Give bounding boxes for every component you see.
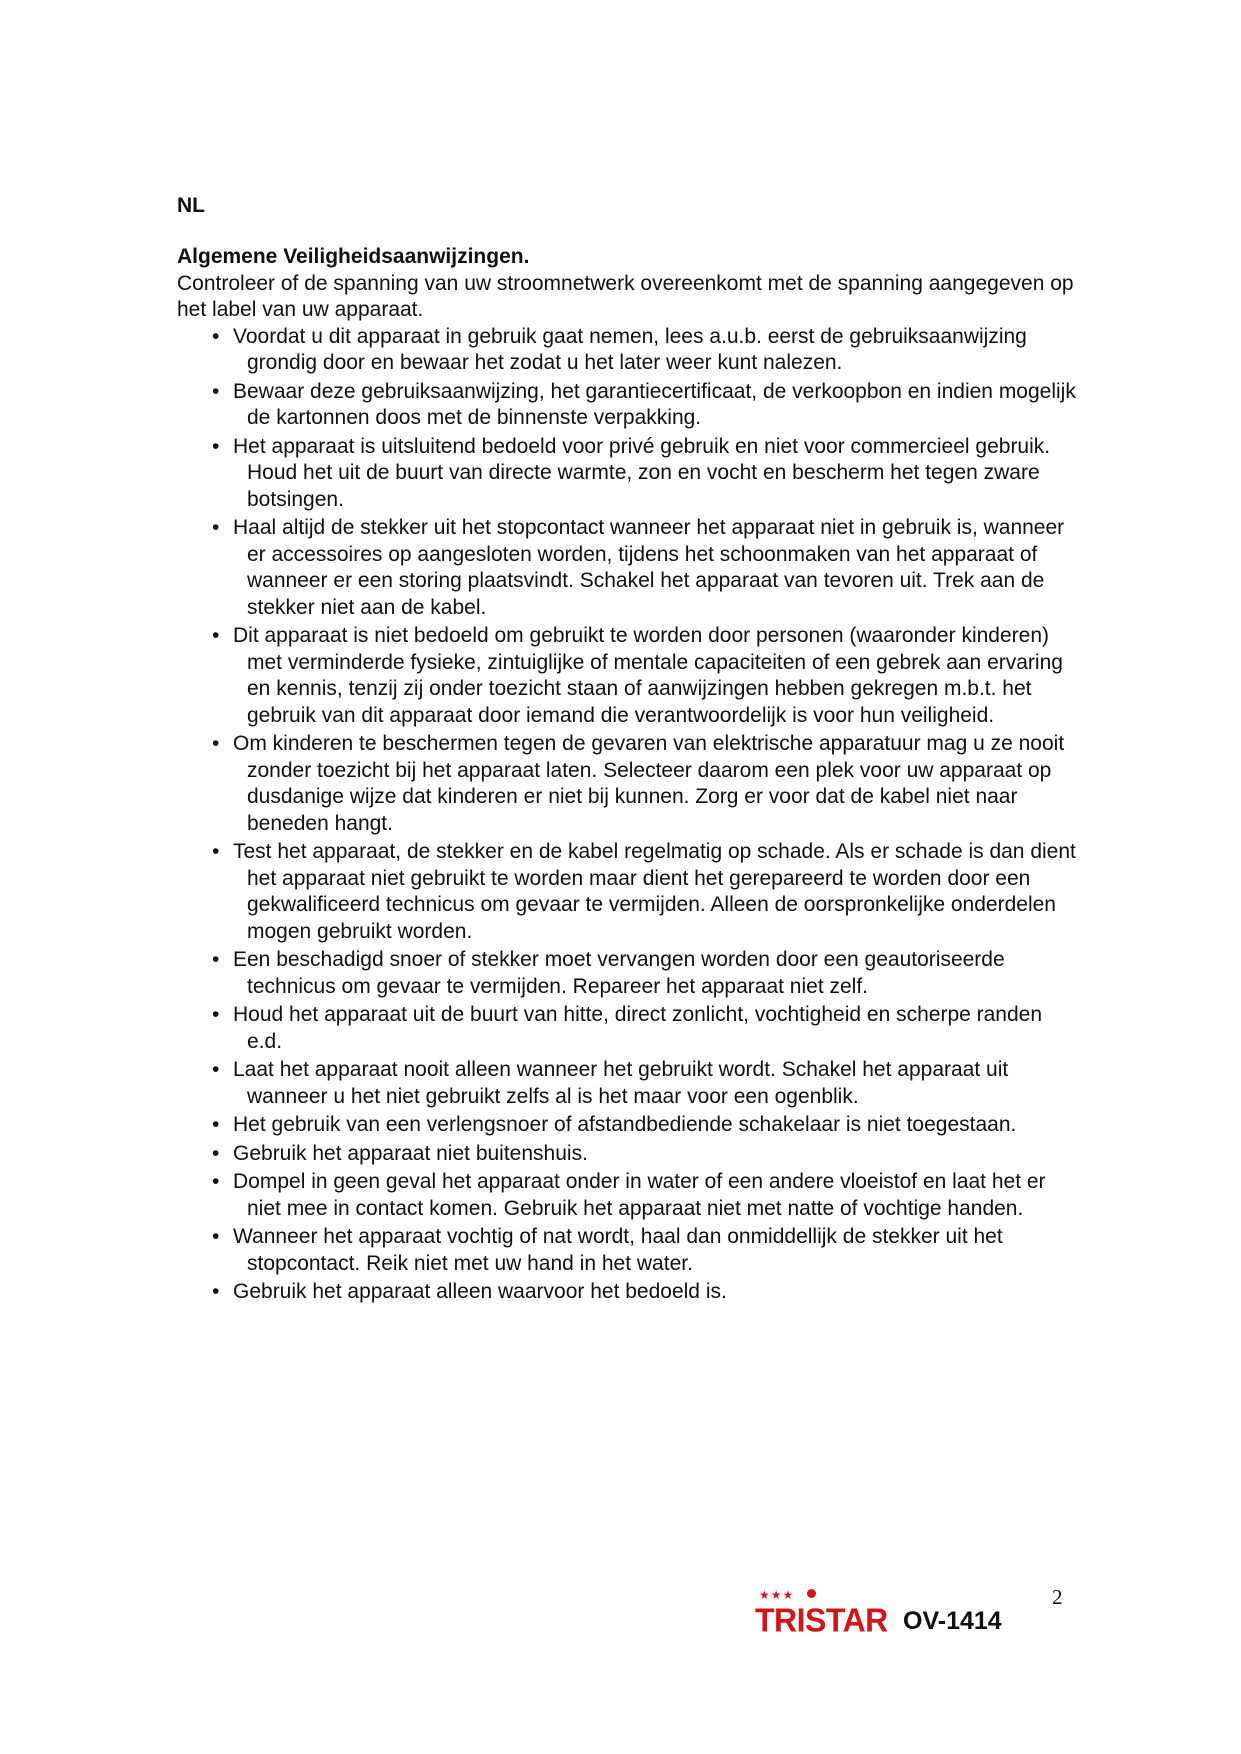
list-item [177, 839, 1077, 945]
list-item-text: Gebruik het apparaat niet buitenshuis. [233, 1141, 588, 1165]
list-item [177, 379, 1077, 432]
bullet-icon: • [212, 840, 220, 863]
bullet-icon: • [212, 948, 220, 971]
list-item-text: Houd het apparaat uit de buurt van hitte, direct zonlicht, vochtigheid en scherpe randen e.d. [233, 1003, 1043, 1053]
page-number: 2 [1052, 1585, 1063, 1609]
list-item-text: Het apparaat is uitsluitend bedoeld voor privé gebruik en niet voor commercieel gebruik. Houd het uit de buurt van directe warmte, zon en vocht en bescherm het tegen zware botsingen. [233, 434, 1051, 511]
bullet-icon: • [212, 624, 220, 647]
list-item [177, 1169, 1077, 1222]
bullet-icon: • [212, 1003, 220, 1026]
bullet-icon: • [212, 324, 220, 348]
list-item [177, 434, 1077, 514]
list-item [177, 623, 1077, 729]
list-item-text: Een beschadigd snoer of stekker moet vervangen worden door een geautoriseerde technicus om gevaar te vermijden. Repareer het apparaat niet zelf. [233, 948, 1005, 998]
list-item [177, 1057, 1077, 1110]
bullet-icon: • [212, 379, 220, 403]
list-item-text: Wanneer het apparaat vochtig of nat wordt, haal dan onmiddellijk de stekker uit het stopcontact. Reik niet met uw hand in het water. [233, 1225, 1003, 1275]
footer-brand [755, 1588, 1075, 1648]
list-item [177, 1224, 1077, 1277]
list-item-text: Gebruik het apparaat alleen waarvoor het bedoeld is. [233, 1280, 727, 1303]
bullet-icon: • [212, 434, 220, 458]
list-item [177, 1141, 1077, 1168]
list-item-text: Bewaar deze gebruiksaanwijzing, het garantiecertificaat, de verkoopbon en indien mogelijk de kartonnen doos met de binnenste verpakking. [233, 379, 1076, 429]
list-item-text: Laat het apparaat nooit alleen wanneer het gebruikt wordt. Schakel het apparaat uit wanneer u het niet gebruikt zelfs al is het maar voor een ogenblik. [233, 1058, 1009, 1108]
bullet-icon: • [212, 1113, 220, 1136]
list-item-text: Dit apparaat is niet bedoeld om gebruikt te worden door personen (waaronder kinderen) met verminderde fysieke, zintuiglijke of mentale capaciteiten of een gebrek aan ervaring en kennis, tenzij zij onder toezicht staan of aanwijzingen hebben gekregen m.b.t. het gebruik van dit apparaat door iemand die verantwoordelijk is voor hun veiligheid. [233, 624, 1063, 727]
list-item [177, 515, 1077, 621]
model-number: OV-1414 [903, 1607, 1002, 1635]
list-item [177, 1279, 1077, 1306]
list-item [177, 1112, 1077, 1139]
bullet-icon: • [212, 1225, 220, 1248]
list-item-text: Voordat u dit apparaat in gebruik gaat nemen, lees a.u.b. eerst de gebruiksaanwijzing grondig door en bewaar het zodat u het later weer kunt nalezen. [233, 324, 1027, 374]
bullet-icon: • [212, 1170, 220, 1193]
bullet-icon: • [212, 516, 220, 539]
list-item [177, 947, 1077, 1000]
list-item [177, 324, 1077, 377]
safety-instructions [177, 244, 1077, 1308]
safety-rules-list [177, 324, 1077, 1306]
bullet-icon: • [212, 732, 220, 755]
list-item-text: Dompel in geen geval het apparaat onder in water of een andere vloeistof en laat het er niet mee in contact komen. Gebruik het apparaat niet met natte of vochtige handen. [233, 1170, 1046, 1220]
list-item [177, 731, 1077, 837]
list-item-text: Test het apparaat, de stekker en de kabel regelmatig op schade. Als er schade is dan dient het apparaat niet gebruikt te worden maar dient het gerepareerd te worden door een gekwalificeerd technicus om gevaar te vermijden. Alleen de oorspronkelijke onderdelen mogen gebruikt worden. [233, 840, 1076, 943]
brand-logo: TRISTAR [755, 1601, 888, 1639]
brand-stars-icon: ★★★ [759, 1588, 795, 1602]
list-item-text: Het gebruik van een verlengsnoer of afstandbediende schakelaar is niet toegestaan. [233, 1113, 1017, 1136]
bullet-icon: • [212, 1280, 220, 1303]
list-item-text: Haal altijd de stekker uit het stopcontact wanneer het apparaat niet in gebruik is, wanneer er accessoires op aangesloten worden, tijdens het schoonmaken van het apparaat of wanneer er een storing plaatsvindt. Schakel het apparaat van tevoren uit. Trek aan de stekker niet aan de kabel. [233, 516, 1065, 619]
intro-paragraph: Controleer of de spanning van uw stroomnetwerk overeenkomt met de spanning aangegeven op het label van uw apparaat. [177, 271, 1074, 321]
section-title: Algemene Veiligheidsaanwijzingen. [177, 245, 530, 268]
list-item-text: Om kinderen te beschermen tegen de gevaren van elektrische apparatuur mag u ze nooit zonder toezicht bij het apparaat laten. Selecteer daarom een plek voor uw apparaat op dusdanige wijze dat kinderen er niet bij kunnen. Zorg er voor dat de kabel niet naar beneden hangt. [233, 732, 1065, 835]
brand-dot-icon [807, 1589, 816, 1598]
language-code: NL [177, 194, 205, 217]
bullet-icon: • [212, 1141, 220, 1165]
bullet-icon: • [212, 1058, 220, 1081]
list-item [177, 1002, 1077, 1055]
